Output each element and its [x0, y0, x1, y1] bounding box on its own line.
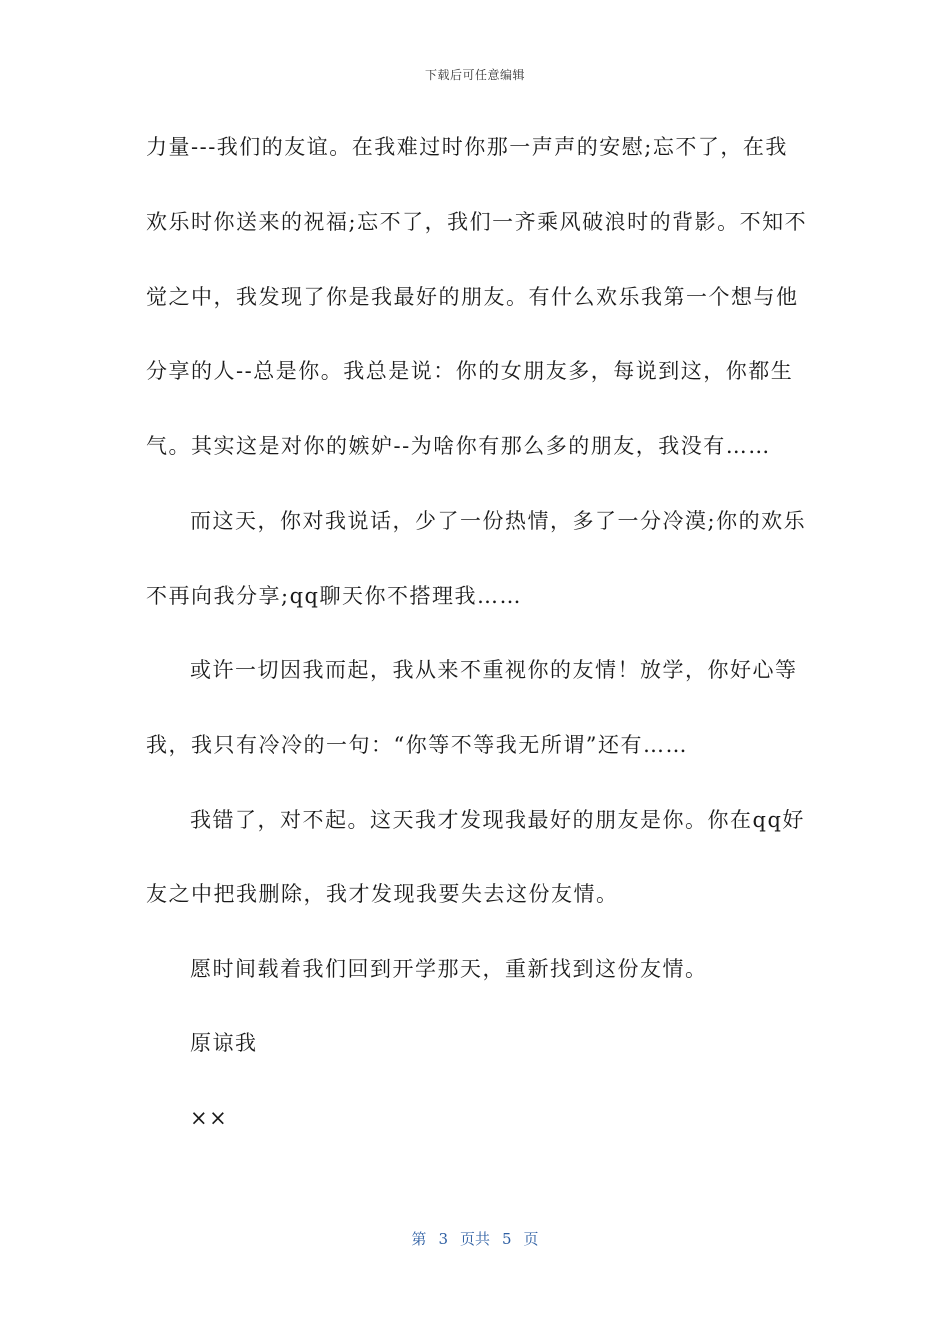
page-header: 下载后可任意编辑: [424, 68, 525, 82]
body-line: 气。其实这是对你的嫉妒--为啥你有那么多的朋友，我没有……: [146, 434, 771, 458]
page-footer: [0, 1228, 950, 1249]
body-line: 而这天，你对我说话，少了一份热情，多了一分冷漠;你的欢乐: [190, 509, 807, 533]
body-line: 我，我只有冷冷的一句：“你等不等我无所谓”还有……: [146, 733, 688, 757]
body-line: 觉之中，我发现了你是我最好的朋友。有什么欢乐我第一个想与他: [146, 285, 799, 309]
footer-prefix: 第: [411, 1230, 427, 1248]
body-line: 原谅我: [190, 1031, 258, 1055]
body-line: 不再向我分享;qq聊天你不搭理我……: [146, 584, 522, 608]
body-line: 分享的人--总是你。我总是说：你的女朋友多，每说到这，你都生: [146, 359, 794, 383]
body-line: 友之中把我删除，我才发现我要失去这份友情。: [146, 882, 619, 906]
body-line: 我错了，对不起。这天我才发现我最好的朋友是你。你在qq好: [190, 808, 805, 832]
body-line: 力量---我们的友谊。在我难过时你那一声声的安慰;忘不了，在我: [146, 135, 788, 159]
footer-middle: 页共: [459, 1230, 490, 1248]
body-line: 或许一切因我而起，我从来不重视你的友情！放学，你好心等: [190, 658, 798, 682]
body-line: 愿时间载着我们回到开学那天，重新找到这份友情。: [190, 957, 708, 981]
total-pages-number: 5: [502, 1230, 512, 1248]
current-page-number: 3: [438, 1230, 448, 1248]
footer-suffix: 页: [523, 1230, 539, 1248]
signature-line: ××: [190, 1106, 229, 1130]
body-line: 欢乐时你送来的祝福;忘不了，我们一齐乘风破浪时的背影。不知不: [146, 210, 808, 234]
